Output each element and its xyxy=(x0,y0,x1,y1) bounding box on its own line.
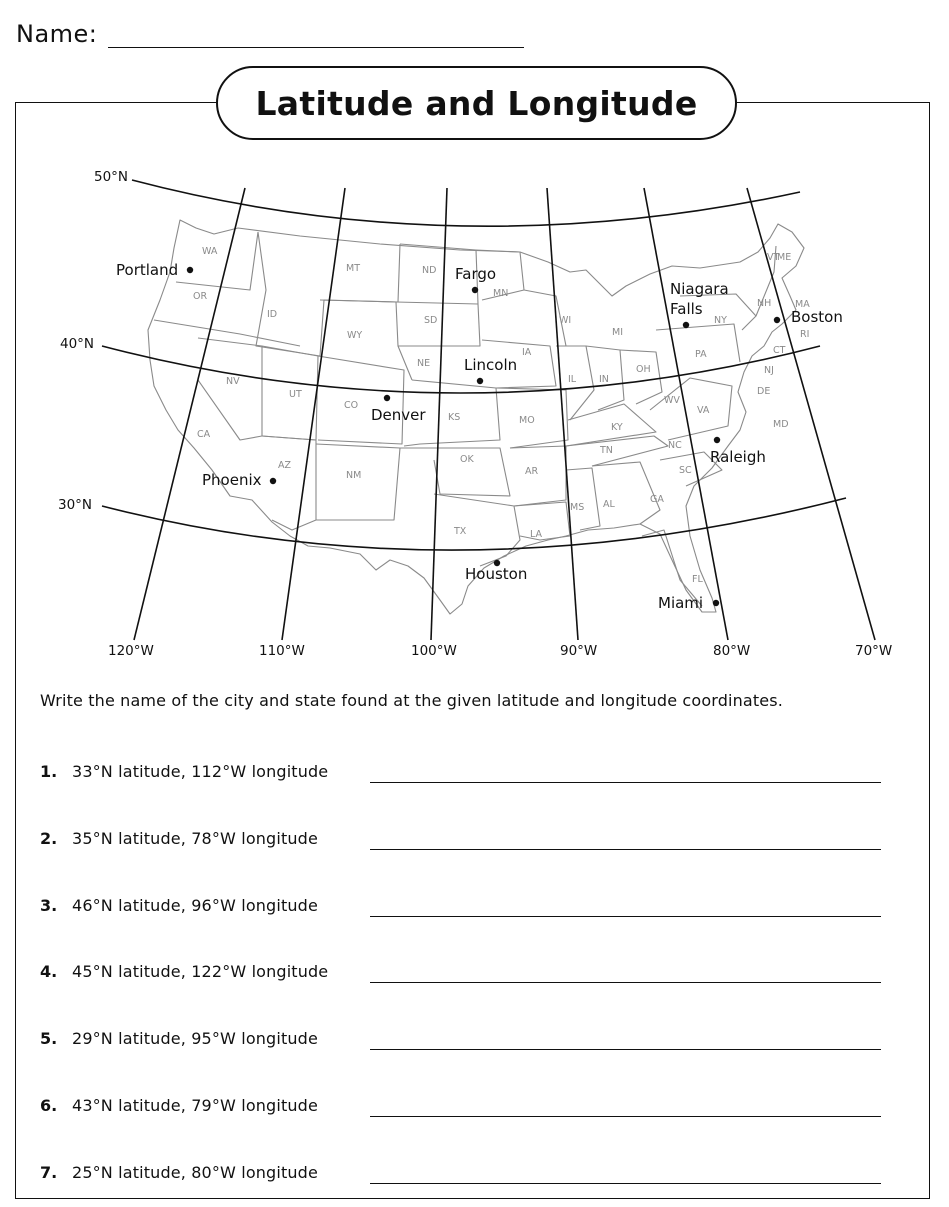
longitude-label-80: 80°W xyxy=(713,643,751,659)
answer-line[interactable] xyxy=(370,1049,881,1050)
answer-line[interactable] xyxy=(370,1116,881,1117)
state-label-wi: WI xyxy=(559,315,572,326)
state-label-mi: MI xyxy=(612,327,623,338)
city-label: Boston xyxy=(791,308,843,326)
state-label-tn: TN xyxy=(600,445,613,456)
question-row xyxy=(40,1163,885,1187)
latitude-line-50 xyxy=(132,180,800,226)
answer-line[interactable] xyxy=(370,916,881,917)
state-label-mt: MT xyxy=(346,263,360,274)
city-phoenix xyxy=(202,471,276,489)
state-label-ok: OK xyxy=(460,454,474,465)
city-houston xyxy=(465,560,527,583)
question-text: 46°N latitude, 96°W longitude xyxy=(72,896,318,915)
state-label-wa: WA xyxy=(202,246,218,257)
longitude-label-90: 90°W xyxy=(560,643,598,659)
answer-line[interactable] xyxy=(370,1183,881,1184)
state-label-al: AL xyxy=(603,499,615,510)
question-row xyxy=(40,1029,885,1053)
state-label-ne: NE xyxy=(417,358,431,369)
answer-line[interactable] xyxy=(370,782,881,783)
longitude-line-110 xyxy=(282,188,345,640)
city-label: Houston xyxy=(465,565,528,583)
city-miami xyxy=(658,594,719,612)
question-number: 6. xyxy=(40,1096,58,1115)
state-label-ky: KY xyxy=(611,422,623,433)
state-label-ca: CA xyxy=(197,429,211,440)
state-label-nj: NJ xyxy=(764,365,774,376)
state-label-or: OR xyxy=(193,291,208,302)
state-label-va: VA xyxy=(697,405,710,416)
question-number: 2. xyxy=(40,829,58,848)
state-label-in: IN xyxy=(599,374,609,385)
state-label-nc: NC xyxy=(668,440,682,451)
name-label: Name: xyxy=(16,20,98,48)
longitude-label-120: 120°W xyxy=(108,643,154,659)
state-label-mn: MN xyxy=(493,288,509,299)
city-denver xyxy=(371,395,426,424)
city-label-line1: Niagara xyxy=(670,280,729,298)
question-row xyxy=(40,1096,885,1120)
city-lincoln xyxy=(464,356,517,384)
longitude-line-70 xyxy=(747,188,875,640)
question-number: 4. xyxy=(40,962,58,981)
longitude-line-80 xyxy=(644,188,728,640)
latitude-line-40 xyxy=(102,346,820,393)
state-label-wv: WV xyxy=(664,395,680,406)
state-label-ri: RI xyxy=(800,329,810,340)
longitude-line-100 xyxy=(431,188,447,640)
question-text: 29°N latitude, 95°W longitude xyxy=(72,1029,318,1048)
longitude-line-120 xyxy=(134,188,245,640)
latitude-label-30: 30°N xyxy=(58,497,93,513)
answer-line[interactable] xyxy=(370,849,881,850)
state-label-ms: MS xyxy=(570,502,585,513)
city-label: Phoenix xyxy=(202,471,262,489)
longitude-label-110: 110°W xyxy=(259,643,305,659)
latitude-line-30 xyxy=(102,498,846,550)
state-label-de: DE xyxy=(757,386,771,397)
state-label-fl: FL xyxy=(692,574,703,585)
state-label-ut: UT xyxy=(289,389,302,400)
city-dot xyxy=(270,478,276,484)
state-label-nd: ND xyxy=(422,265,437,276)
city-label-line2: Falls xyxy=(670,300,703,318)
state-label-nm: NM xyxy=(346,470,362,481)
state-label-ny: NY xyxy=(714,315,727,326)
state-label-ar: AR xyxy=(525,466,539,477)
question-row xyxy=(40,896,885,920)
state-label-la: LA xyxy=(530,529,543,540)
state-label-me: ME xyxy=(777,252,792,263)
state-label-nv: NV xyxy=(226,376,240,387)
state-label-sd: SD xyxy=(424,315,438,326)
longitude-label-100: 100°W xyxy=(411,643,457,659)
instructions-text: Write the name of the city and state found at the given latitude and longitude coordinates. xyxy=(40,691,783,710)
question-text: 33°N latitude, 112°W longitude xyxy=(72,762,329,781)
question-text: 45°N latitude, 122°W longitude xyxy=(72,962,329,981)
state-label-vt: VT xyxy=(767,252,780,263)
city-dot xyxy=(683,322,689,328)
state-label-ga: GA xyxy=(650,494,664,505)
question-row xyxy=(40,762,885,786)
state-label-oh: OH xyxy=(636,364,651,375)
city-label: Fargo xyxy=(455,265,497,283)
city-dot xyxy=(774,317,780,323)
state-label-az: AZ xyxy=(278,460,292,471)
city-label: Miami xyxy=(658,594,704,612)
state-label-md: MD xyxy=(773,419,789,430)
question-row xyxy=(40,962,885,986)
state-label-ia: IA xyxy=(522,347,532,358)
state-label-sc: SC xyxy=(679,465,692,476)
question-number: 3. xyxy=(40,896,58,915)
state-label-id: ID xyxy=(267,309,278,320)
latitude-label-40: 40°N xyxy=(60,336,95,352)
state-label-pa: PA xyxy=(695,349,707,360)
city-fargo xyxy=(455,265,496,293)
state-label-il: IL xyxy=(568,374,577,385)
question-row xyxy=(40,829,885,853)
city-dot xyxy=(472,287,478,293)
question-number: 7. xyxy=(40,1163,58,1182)
state-label-ks: KS xyxy=(448,412,461,423)
answer-line[interactable] xyxy=(370,982,881,983)
question-number: 5. xyxy=(40,1029,58,1048)
latitude-label-50: 50°N xyxy=(94,169,129,185)
city-label: Raleigh xyxy=(710,448,766,466)
state-label-ct: CT xyxy=(773,345,786,356)
city-raleigh xyxy=(710,437,766,466)
longitude-label-70: 70°W xyxy=(855,643,893,659)
longitude-line-90 xyxy=(547,188,578,640)
state-label-tx: TX xyxy=(454,526,467,537)
question-number: 1. xyxy=(40,762,58,781)
city-dot xyxy=(713,600,719,606)
question-text: 35°N latitude, 78°W longitude xyxy=(72,829,318,848)
state-label-nh: NH xyxy=(757,298,772,309)
state-label-wy: WY xyxy=(347,330,363,341)
city-dot xyxy=(384,395,390,401)
city-label: Denver xyxy=(371,406,426,424)
city-label: Portland xyxy=(116,261,179,279)
state-label-co: CO xyxy=(344,400,359,411)
city-portland xyxy=(116,261,193,279)
state-label-ma: MA xyxy=(795,299,810,310)
city-label: Lincoln xyxy=(464,356,518,374)
question-text: 25°N latitude, 80°W longitude xyxy=(72,1163,318,1182)
city-dot xyxy=(187,267,193,273)
question-text: 43°N latitude, 79°W longitude xyxy=(72,1096,318,1115)
city-dot xyxy=(714,437,720,443)
page-title: Latitude and Longitude xyxy=(255,83,698,123)
state-label-mo: MO xyxy=(519,415,535,426)
title-banner xyxy=(216,66,737,140)
city-dot xyxy=(477,378,483,384)
